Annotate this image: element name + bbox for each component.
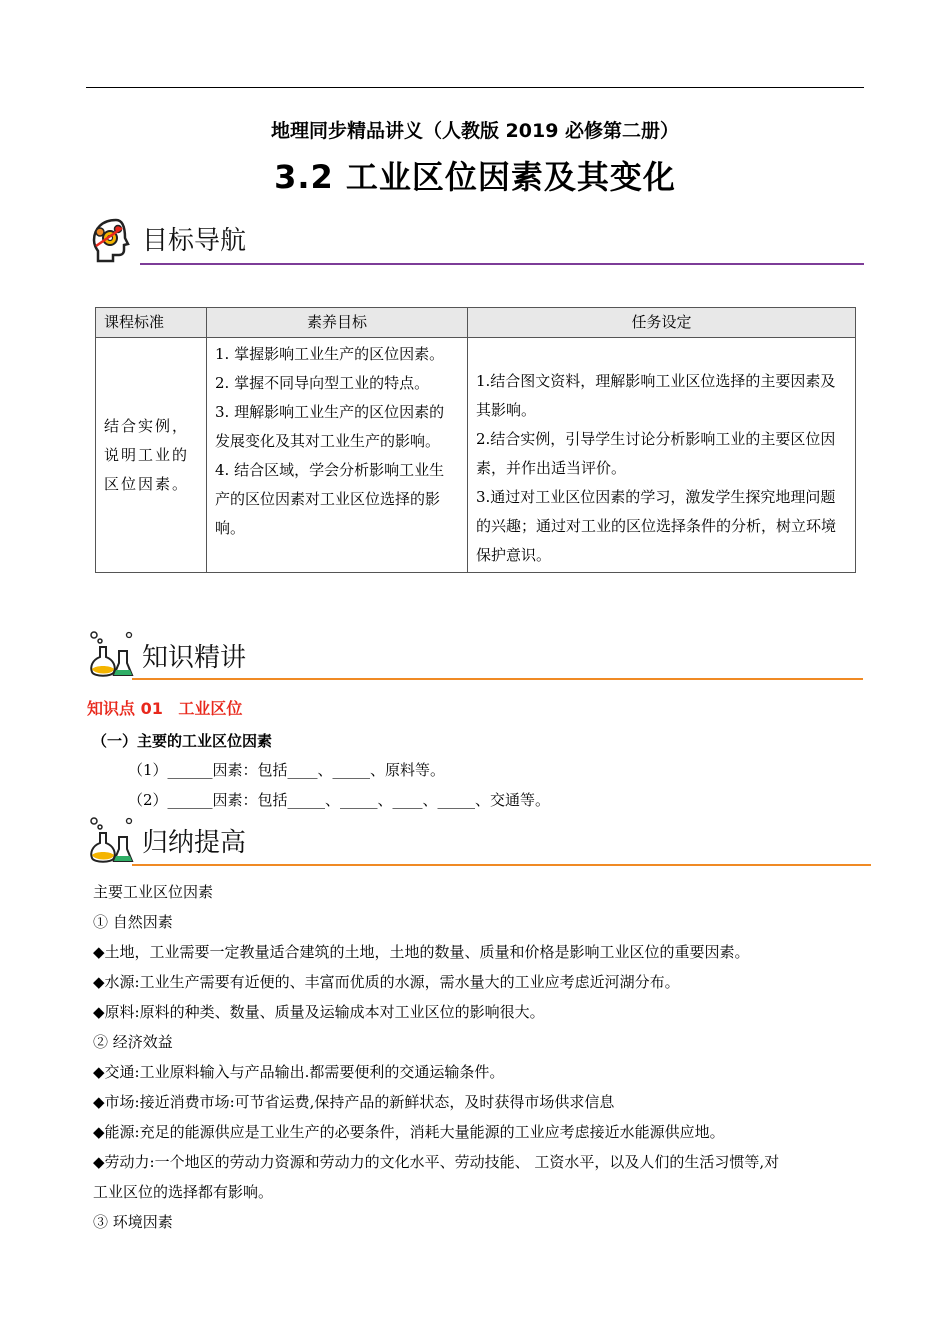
section-knowledge-header <box>86 629 863 685</box>
section-knowledge-title: 知识精讲 <box>142 643 247 673</box>
summary-line: ◆交通:工业原料输入与产品输出.都需要便利的交通运输条件。 <box>93 1063 505 1081</box>
page-title: 3.2 工业区位因素及其变化 <box>274 158 676 196</box>
section-goal-title: 目标导航 <box>142 226 247 256</box>
flask-icon <box>86 815 138 867</box>
header-standard: 课程标准 <box>96 308 207 338</box>
subheading: （一）主要的工业区位因素 <box>92 732 273 750</box>
knowledge-point-number: 知识点 01 <box>87 699 163 718</box>
section-summary-header <box>86 815 871 871</box>
literacy-cell <box>207 338 468 573</box>
summary-line: ② 经济效益 <box>93 1033 173 1051</box>
standard-cell: 结合实例，说明工业的区位因素。 <box>96 338 207 573</box>
tasks-cell <box>468 338 856 573</box>
header-literacy: 素养目标 <box>207 308 468 338</box>
goals-table <box>95 307 856 573</box>
document-subtitle: 地理同步精品讲义（人教版 2019 必修第二册） <box>270 120 680 142</box>
summary-line: 主要工业区位因素 <box>93 883 214 901</box>
summary-line: ◆原料:原料的种类、数量、质量及运输成本对工业区位的影响很大。 <box>93 1003 545 1021</box>
task-item: 3.通过对工业区位因素的学习，激发学生探究地理问题的兴趣；通过对工业的区位选择条件的分析，树立环境保护意识。 <box>476 488 837 564</box>
fill-blank-line: （1）______因素：包括____、_____、原料等。 <box>128 761 446 779</box>
knowledge-point-heading <box>87 696 242 719</box>
flask-icon <box>86 629 138 681</box>
task-item: 2.结合实例，引导学生讨论分析影响工业的主要区位因素，并作出适当评价。 <box>476 430 836 477</box>
summary-line: 工业区位的选择都有影响。 <box>93 1183 274 1201</box>
knowledge-point-title: 工业区位 <box>178 699 243 718</box>
summary-line: ◆土地，工业需要一定教量适合建筑的土地，土地的数量、质量和价格是影响工业区位的重要因素。 <box>93 943 750 961</box>
table-header-row <box>96 308 856 338</box>
literacy-item: 4. 结合区域，学会分析影响工业生产的区位因素对工业区位选择的影响。 <box>215 461 445 537</box>
summary-line: ◆劳动力:一个地区的劳动力资源和劳动力的文化水平、劳动技能、 工资水平，以及人们的生活习惯等,对 <box>93 1153 780 1171</box>
summary-line: ① 自然因素 <box>93 913 173 931</box>
section-knowledge-rule <box>132 678 863 680</box>
section-summary-title: 归纳提高 <box>142 828 247 858</box>
section-goal-rule <box>140 263 864 265</box>
table-row <box>96 338 856 573</box>
literacy-item: 2. 掌握不同导向型工业的特点。 <box>215 374 430 392</box>
summary-body <box>93 877 868 1237</box>
head-gears-icon <box>86 214 138 266</box>
summary-line: ◆能源:充足的能源供应是工业生产的必要条件，消耗大量能源的工业应考虑接近水能源供应地。 <box>93 1123 725 1141</box>
task-item: 1.结合图文资料，理解影响工业区位选择的主要因素及其影响。 <box>476 372 836 419</box>
summary-line: ◆市场:接近消费市场:可节省运费,保持产品的新鲜状态，及时获得市场供求信息 <box>93 1093 615 1111</box>
header-rule <box>86 87 864 88</box>
summary-line: ◆水源:工业生产需要有近便的、丰富而优质的水源，需水量大的工业应考虑近河湖分布。 <box>93 973 680 991</box>
section-summary-rule <box>132 864 871 866</box>
summary-line: ③ 环境因素 <box>93 1213 173 1231</box>
fill-blank-line: （2）______因素：包括_____、_____、____、_____、交通等。 <box>128 791 551 809</box>
section-goal-header <box>86 214 864 270</box>
literacy-item: 3. 理解影响工业生产的区位因素的发展变化及其对工业生产的影响。 <box>215 403 445 450</box>
header-tasks: 任务设定 <box>468 308 856 338</box>
literacy-item: 1. 掌握影响工业生产的区位因素。 <box>215 345 445 363</box>
